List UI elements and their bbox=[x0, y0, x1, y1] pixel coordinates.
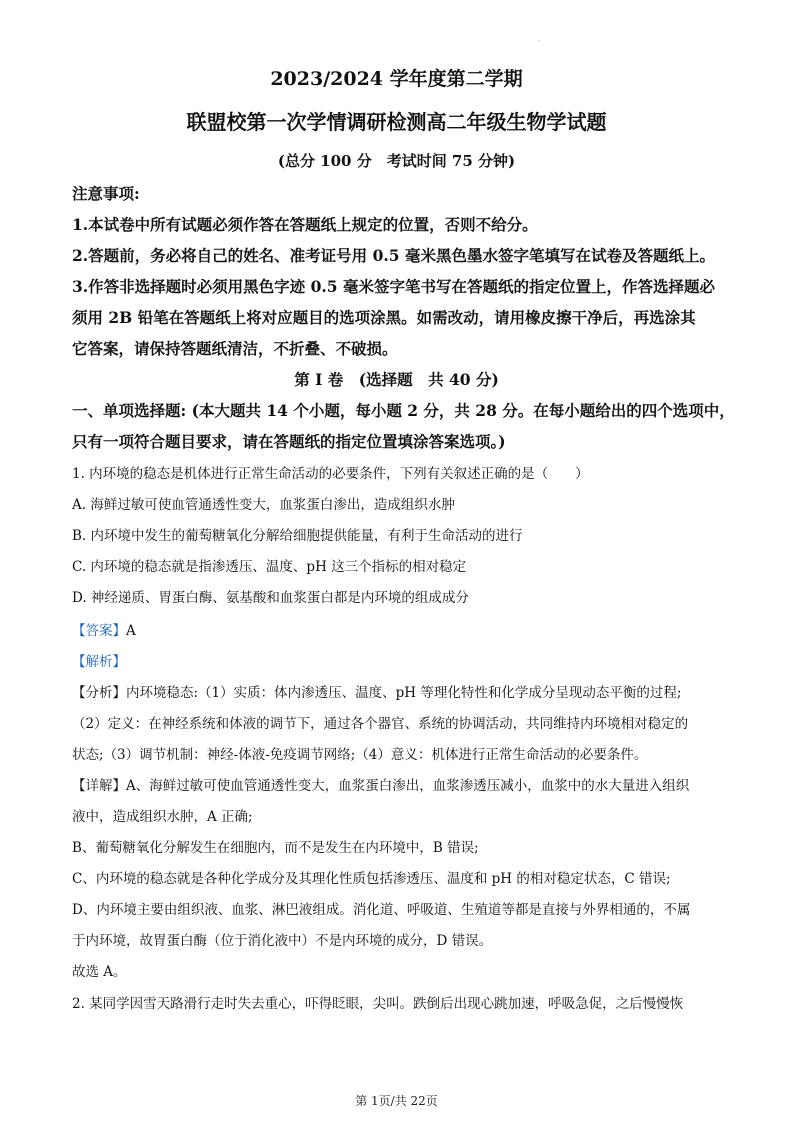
notice-line-3: 3.作答非选择题时必须用黑色字迹 0.5 毫米签字笔书写在答题纸的指定位置上，作答选择题必 bbox=[72, 277, 715, 296]
analysis-line-8: D、内环境主要由组织液、血浆、淋巴液组成。消化道、呼吸道、生殖道等都是直接与外界相通的，不属 bbox=[72, 902, 691, 918]
page-number: 第 1页/共 22页 bbox=[355, 1094, 438, 1108]
exam-term-title: 2023/2024 学年度第二学期 bbox=[270, 68, 523, 90]
analysis-line-4: 【详解】A、海鲜过敏可使血管通透性变大，血浆蛋白渗出，血浆渗透压减小，血浆中的水大量进入组织 bbox=[72, 778, 690, 794]
notice-line-1: 1.本试卷中所有试题必须作答在答题纸上规定的位置，否则不给分。 bbox=[72, 215, 538, 234]
q1-option-b: B. 内环境中发生的葡萄糖氧化分解给细胞提供能量，有利于生命活动的进行 bbox=[72, 528, 523, 544]
analysis-line-10: 故选 A。 bbox=[72, 964, 127, 980]
q1-option-c: C. 内环境的稳态就是指渗透压、温度、pH 这三个指标的相对稳定 bbox=[72, 559, 467, 575]
analysis-line-7: C、内环境的稳态就是各种化学成分及其理化性质包括渗透压、温度和 pH 的相对稳定状态，C 错误; bbox=[72, 871, 671, 887]
analysis-line-2: （2）定义：在神经系统和体液的调节下，通过各个器官、系统的协调活动，共同维持内环境相对稳定的 bbox=[72, 716, 689, 732]
scan-dot: . bbox=[538, 36, 540, 43]
analysis-line-9: 于内环境，故胃蛋白酶（位于消化液中）不是内环境的成分，D 错误。 bbox=[72, 933, 493, 949]
exam-title: 联盟校第一次学情调研检测高二年级生物学试题 bbox=[186, 110, 607, 134]
score-time-line: (总分 100 分 考试时间 75 分钟) bbox=[277, 152, 516, 170]
analysis-line-1: 【分析】内环境稳态:（1）实质：体内渗透压、温度、pH 等理化特性和化学成分呈现动态平衡的过程; bbox=[72, 685, 682, 701]
section-instruction-2: 只有一项符合题目要求，请在答题纸的指定位置填涂答案选项。) bbox=[72, 432, 506, 451]
analysis-line-5: 液中，造成组织水肿，A 正确; bbox=[72, 809, 253, 825]
notice-heading: 注意事项: bbox=[72, 184, 140, 203]
q1-stem: 1. 内环境的稳态是机体进行正常生命活动的必要条件，下列有关叙述正确的是（ ） bbox=[72, 466, 589, 482]
answer-value: A bbox=[126, 623, 136, 639]
q1-option-d: D. 神经递质、胃蛋白酶、氨基酸和血浆蛋白都是内环境的组成成分 bbox=[72, 590, 469, 606]
analysis-line-6: B、葡萄糖氧化分解发生在细胞内，而不是发生在内环境中，B 错误; bbox=[72, 840, 479, 856]
analysis-line-3: 状态;（3）调节机制：神经-体液-免疫调节网络;（4）意义：机体进行正常生命活动的必要条件。 bbox=[72, 747, 648, 763]
notice-line-2: 2.答题前，务必将自己的姓名、准考证号用 0.5 毫米黑色墨水签字笔填写在试卷及答题纸上。 bbox=[72, 246, 715, 265]
section-title: 第 I 卷 (选择题 共 40 分) bbox=[294, 370, 499, 389]
q1-option-a: A. 海鲜过敏可使血管通透性变大，血浆蛋白渗出，造成组织水肿 bbox=[72, 497, 455, 513]
section-instruction-1: 一、单项选择题: (本大题共 14 个小题，每小题 2 分，共 28 分。在每小题给出的四个选项中， bbox=[72, 401, 735, 420]
answer-tag: 【答案】 bbox=[72, 623, 126, 639]
notice-line-5: 它答案，请保持答题纸清洁，不折叠、不破损。 bbox=[72, 339, 398, 358]
notice-line-4: 须用 2B 铅笔在答题纸上将对应题目的选项涂黑。如需改动，请用橡皮擦干净后，再选涂其 bbox=[72, 308, 696, 327]
analysis-tag: 【解析】 bbox=[72, 654, 126, 670]
q1-answer bbox=[72, 619, 136, 639]
q2-stem: 2. 某同学因雪天路滑行走时失去重心，吓得眨眼，尖叫。跌倒后出现心跳加速，呼吸急促，之后慢慢恢 bbox=[72, 996, 684, 1012]
